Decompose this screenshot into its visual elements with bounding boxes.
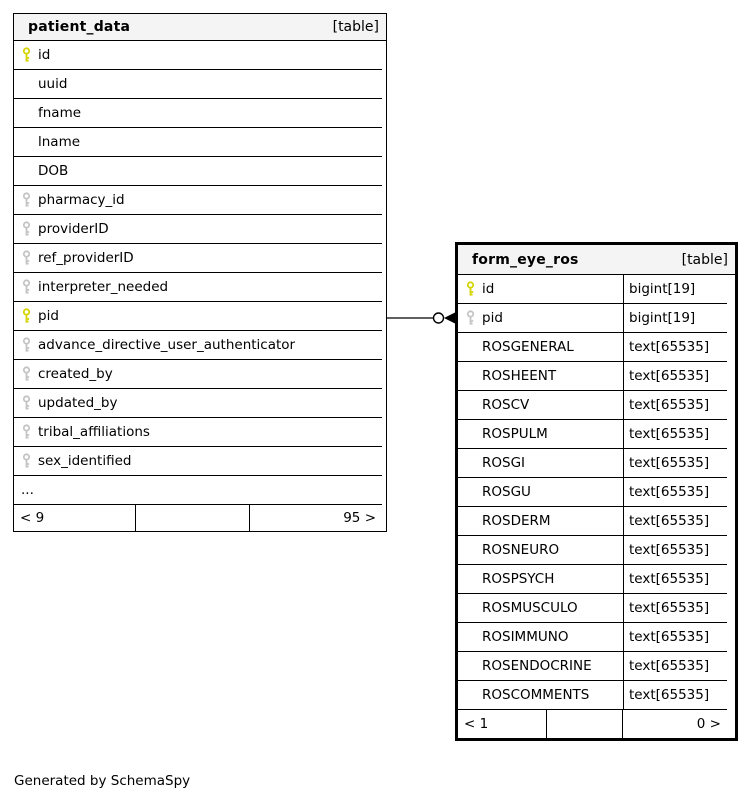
cardinality-circle-symbol — [434, 313, 444, 323]
column-type: text[65535] — [623, 391, 727, 419]
foreign-key-icon — [21, 366, 38, 382]
column-row-fname — [14, 99, 382, 128]
column-name: id — [14, 41, 382, 69]
column-type: text[65535] — [623, 478, 727, 506]
column-type: text[65535] — [623, 565, 727, 593]
footer-children-count: < 1 — [458, 710, 547, 738]
column-name: sex_identified — [14, 447, 382, 475]
column-type: text[65535] — [623, 507, 727, 535]
footer-middle-cell — [136, 505, 250, 531]
column-row-ROSHEENT — [458, 362, 727, 391]
foreign-key-icon — [21, 337, 38, 353]
column-type: text[65535] — [623, 536, 727, 564]
column-row-sex_identified — [14, 447, 382, 476]
column-name: pid — [14, 302, 382, 330]
column-row-created_by — [14, 360, 382, 389]
primary-key-icon — [21, 308, 38, 324]
column-row-pharmacy_id — [14, 186, 382, 215]
column-name: ROSMUSCULO — [482, 600, 578, 616]
foreign-key-icon — [21, 192, 38, 208]
column-name: advance_directive_user_authenticator — [14, 331, 382, 359]
column-name: pid — [458, 304, 623, 332]
column-row-ROSPULM — [458, 420, 727, 449]
column-row-ROSENDOCRINE — [458, 652, 727, 681]
column-type: text[65535] — [623, 362, 727, 390]
foreign-key-icon — [21, 424, 38, 440]
column-row-ref_providerID — [14, 244, 382, 273]
column-row-updated_by — [14, 389, 382, 418]
column-name: fname — [38, 105, 82, 121]
table-type-tag: [table] — [681, 251, 728, 268]
column-name: ROSGU — [482, 484, 531, 500]
column-name: ROSGENERAL — [482, 339, 574, 355]
column-type: text[65535] — [623, 623, 727, 651]
table-header[interactable] — [14, 14, 386, 41]
column-type: text[65535] — [623, 420, 727, 448]
column-name: id — [458, 275, 623, 303]
table-title: patient_data — [28, 19, 131, 35]
column-name: ref_providerID — [14, 244, 382, 272]
foreign-key-icon — [21, 250, 38, 266]
column-name: DOB — [38, 163, 69, 179]
column-name: pharmacy_id — [14, 186, 382, 214]
column-row-ROSGU — [458, 478, 727, 507]
column-row-ROSCOMMENTS — [458, 681, 727, 710]
column-name: ROSGI — [482, 455, 526, 471]
column-type: text[65535] — [623, 594, 727, 622]
column-type: bigint[19] — [623, 304, 727, 332]
column-name: ROSENDOCRINE — [482, 658, 592, 674]
column-name: ROSCV — [482, 397, 530, 413]
column-type: text[65535] — [623, 681, 727, 709]
column-name: ROSPULM — [482, 426, 548, 442]
column-row-ROSCV — [458, 391, 727, 420]
foreign-key-icon — [21, 453, 38, 469]
ellipsis-row — [14, 476, 382, 505]
column-row-ROSNEURO — [458, 536, 727, 565]
table-node-patient-data[interactable] — [13, 13, 387, 532]
column-name: created_by — [14, 360, 382, 388]
relationship-connector — [386, 306, 455, 330]
table-footer — [458, 710, 727, 738]
column-type: text[65535] — [623, 652, 727, 680]
column-row-ROSIMMUNO — [458, 623, 727, 652]
table-node-form-eye-ros[interactable] — [455, 242, 738, 741]
table-type-tag: [table] — [332, 19, 379, 35]
column-row-ROSGENERAL — [458, 333, 727, 362]
table-title: form_eye_ros — [472, 251, 579, 268]
column-name: tribal_affiliations — [14, 418, 382, 446]
column-row-ROSGI — [458, 449, 727, 478]
ellipsis-text: ... — [21, 482, 34, 498]
column-name: uuid — [38, 76, 68, 92]
foreign-key-icon — [21, 221, 38, 237]
column-row-id — [14, 41, 382, 70]
generated-by-text: Generated by SchemaSpy — [14, 773, 191, 789]
primary-key-icon — [21, 47, 38, 63]
column-row-interpreter_needed — [14, 273, 382, 302]
column-name: updated_by — [14, 389, 382, 417]
foreign-key-icon — [465, 310, 482, 326]
footer-children-count: < 9 — [14, 505, 136, 531]
column-row-tribal_affiliations — [14, 418, 382, 447]
column-name: ROSDERM — [482, 513, 551, 529]
column-row-DOB — [14, 157, 382, 186]
column-name: ROSNEURO — [482, 542, 560, 558]
column-row-pid — [458, 304, 727, 333]
table-header[interactable] — [458, 245, 735, 275]
column-row-lname — [14, 128, 382, 157]
column-name: lname — [38, 134, 81, 150]
column-rows — [458, 275, 727, 710]
column-name: ROSPSYCH — [482, 571, 555, 587]
column-row-ROSMUSCULO — [458, 594, 727, 623]
column-name: interpreter_needed — [14, 273, 382, 301]
column-name: ROSCOMMENTS — [482, 687, 590, 703]
column-type: text[65535] — [623, 449, 727, 477]
column-row-uuid — [14, 70, 382, 99]
footer-parents-count: 95 > — [343, 510, 376, 526]
column-name: providerID — [14, 215, 382, 243]
column-type: bigint[19] — [623, 275, 727, 303]
table-footer — [14, 505, 382, 531]
column-row-ROSDERM — [458, 507, 727, 536]
column-name: ROSIMMUNO — [482, 629, 569, 645]
column-row-advance_directive_user_authenticator — [14, 331, 382, 360]
column-row-id — [458, 275, 727, 304]
footer-middle-cell — [547, 710, 623, 738]
foreign-key-icon — [21, 279, 38, 295]
foreign-key-icon — [21, 395, 38, 411]
column-rows — [14, 41, 382, 505]
column-row-providerID — [14, 215, 382, 244]
footer-parents-count: 0 > — [696, 716, 721, 732]
column-row-pid — [14, 302, 382, 331]
primary-key-icon — [465, 281, 482, 297]
column-type: text[65535] — [623, 333, 727, 361]
arrowhead-icon — [444, 313, 455, 324]
column-row-ROSPSYCH — [458, 565, 727, 594]
column-name: ROSHEENT — [482, 368, 557, 384]
